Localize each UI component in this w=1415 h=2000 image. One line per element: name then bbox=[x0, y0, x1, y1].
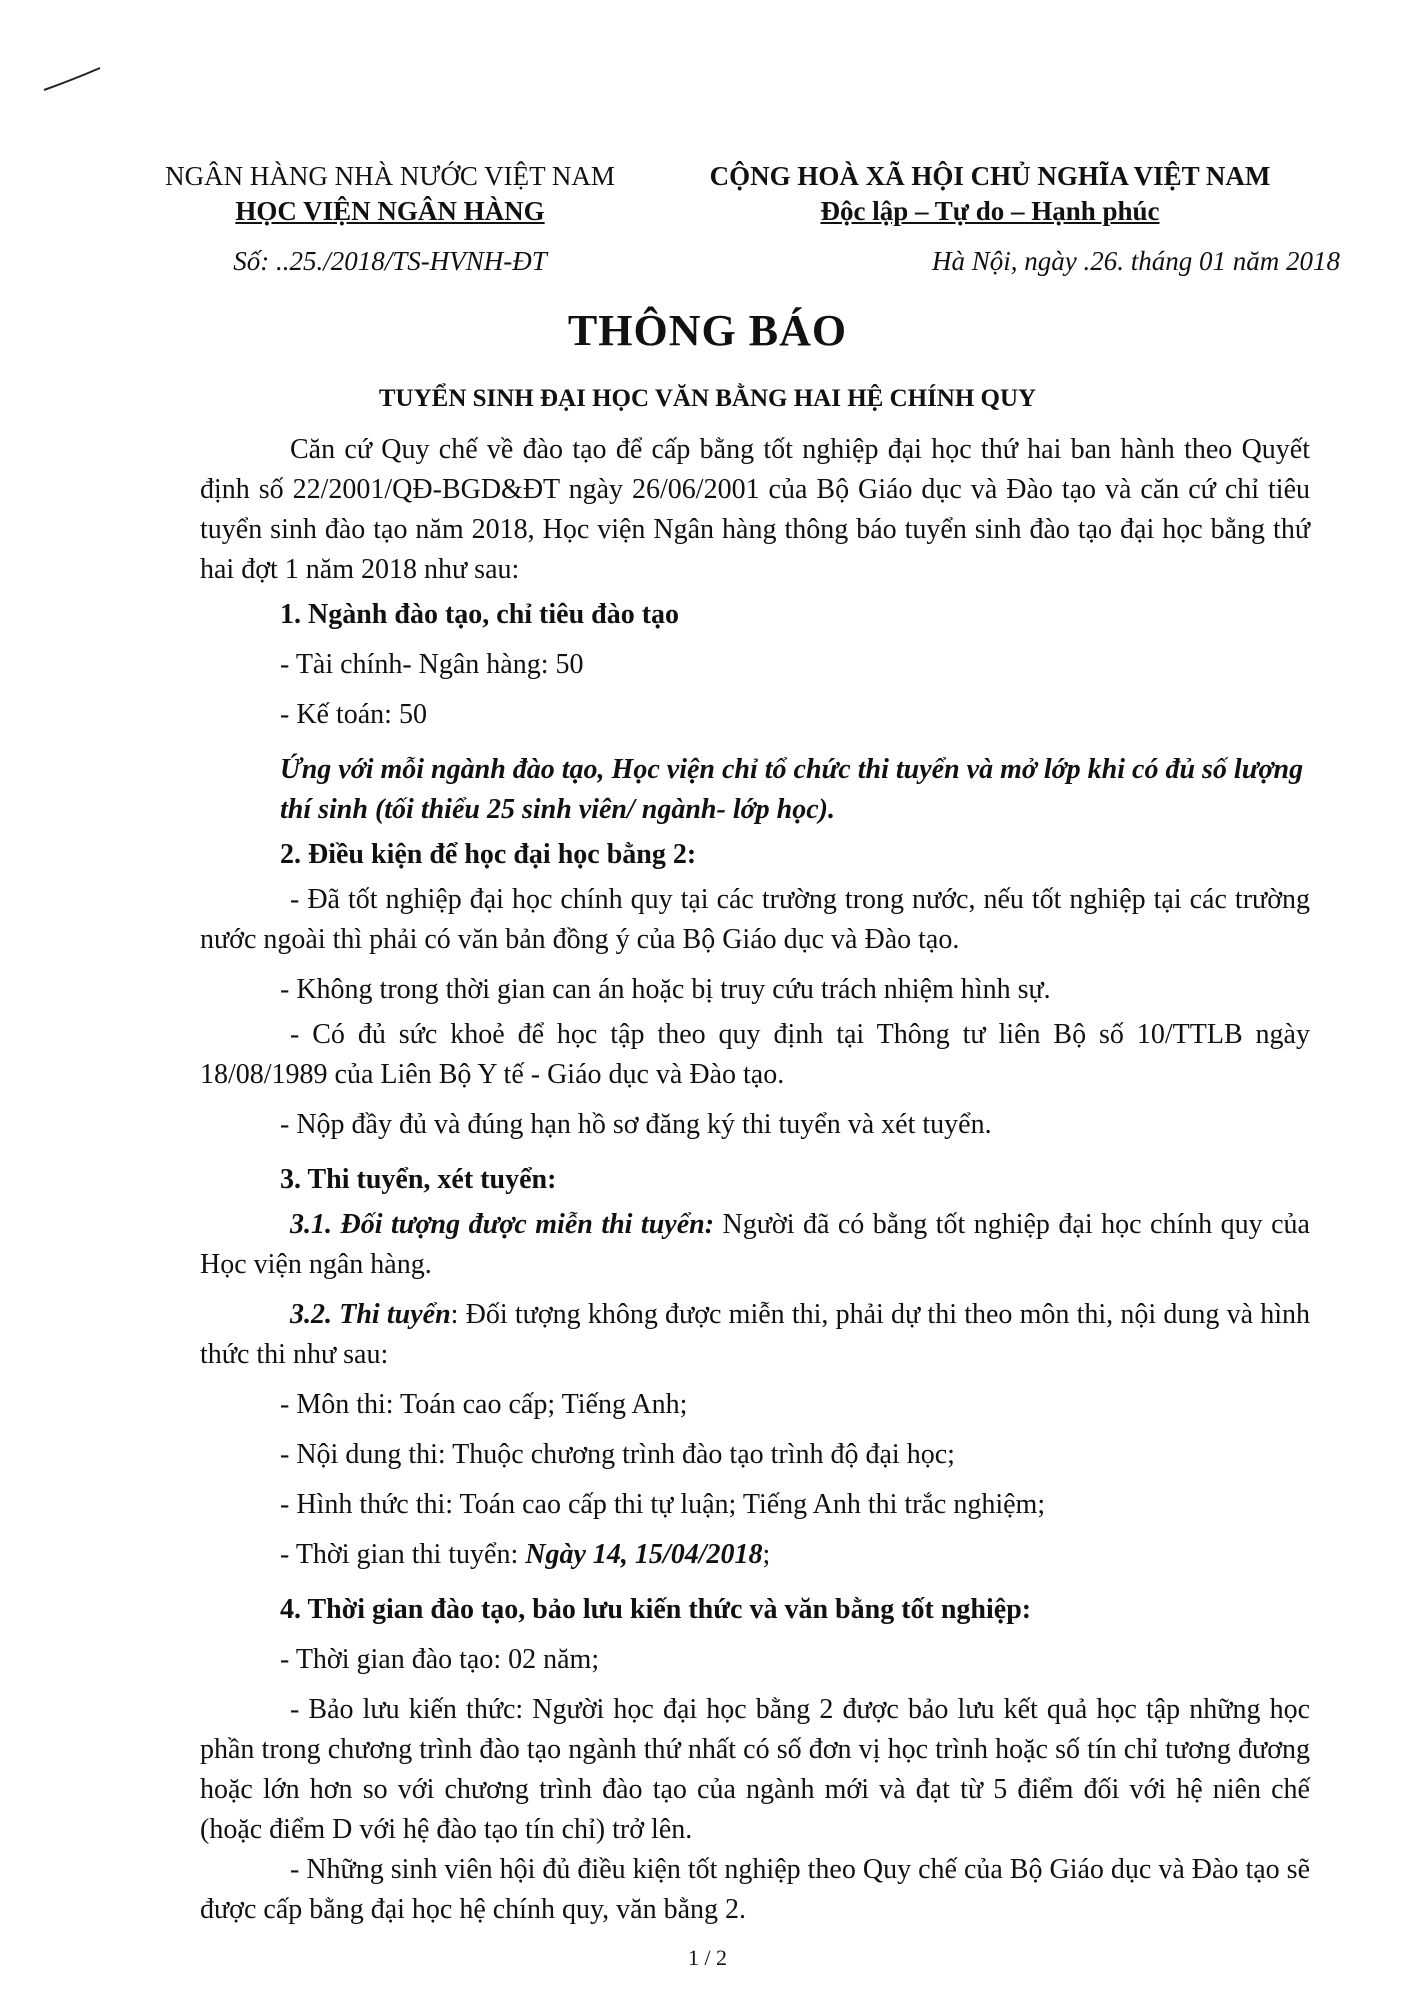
section4-item-credit-retention: - Bảo lưu kiến thức: Người học đại học bằng 2 được bảo lưu kết quả học tập những học phần trong chương trình đào tạo ngành thứ nhất có số đơn vị học trình hoặc số tín chỉ tương đương hoặc lớn hơn so với chương trình đào tạo của ngành mới và đạt từ 5 điểm đối với hệ niên chế (hoặc điểm D với hệ đào tạo tín chỉ) trở lên. bbox=[200, 1694, 1310, 1845]
section3-sub1-text: Người đã có bằng tốt nghiệp đại học chính quy của Học viện ngân hàng. bbox=[200, 1209, 1310, 1280]
section2-item2: - Không trong thời gian can án hoặc bị truy cứu trách nhiệm hình sự. bbox=[280, 974, 1051, 1005]
section3-sub1-label: 3.1. Đối tượng được miễn thi tuyển: bbox=[290, 1209, 715, 1240]
section4-item-degree: - Những sinh viên hội đủ điều kiện tốt nghiệp theo Quy chế của Bộ Giáo dục và Đào tạo sẽ được cấp bằng đại học hệ chính quy, văn bằng 2. bbox=[200, 1854, 1310, 1925]
document-title: THÔNG BÁO bbox=[567, 306, 848, 355]
header-left-org: NGÂN HÀNG NHÀ NƯỚC VIỆT NAM bbox=[165, 161, 615, 191]
section2-heading: 2. Điều kiện để học đại học bằng 2: bbox=[280, 839, 697, 870]
date-line: Hà Nội, ngày .26. tháng 01 năm 2018 bbox=[932, 246, 1340, 276]
doc-number: Số: ..25./2018/TS-HVNH-ĐT bbox=[233, 246, 547, 276]
header-right-motto-text: Độc lập – Tự do – Hạnh phúc bbox=[820, 196, 1160, 226]
section3-heading: 3. Thi tuyển, xét tuyển: bbox=[280, 1164, 557, 1195]
section1-item-finance: - Tài chính- Ngân hàng: 50 bbox=[280, 649, 584, 680]
header-left-unit bbox=[140, 195, 640, 227]
section3-item-content: - Nội dung thi: Thuộc chương trình đào tạo trình độ đại học; bbox=[280, 1439, 955, 1470]
page-number: 1 / 2 bbox=[687, 1945, 728, 1970]
section1-item-accounting: - Kế toán: 50 bbox=[280, 699, 427, 730]
section3-item-format: - Hình thức thi: Toán cao cấp thi tự luận; Tiếng Anh thi trắc nghiệm; bbox=[280, 1489, 1046, 1520]
section3-sub2-label: 3.2. Thi tuyển bbox=[290, 1299, 451, 1330]
section2-item3: - Có đủ sức khoẻ để học tập theo quy định tại Thông tư liên Bộ số 10/TTLB ngày 18/08/1989 của Liên Bộ Y tế - Giáo dục và Đào tạo. bbox=[200, 1019, 1310, 1090]
intro-paragraph: Căn cứ Quy chế về đào tạo để cấp bằng tốt nghiệp đại học thứ hai ban hành theo Quyết định số 22/2001/QĐ-BGD&ĐT ngày 26/06/2001 của Bộ Giáo dục và Đào tạo và căn cứ chỉ tiêu tuyển sinh đào tạo năm 2018, Học viện Ngân hàng thông báo tuyển sinh đào tạo đại học bằng thứ hai đợt 1 năm 2018 như sau: bbox=[200, 434, 1310, 585]
section3-item-subjects: - Môn thi: Toán cao cấp; Tiếng Anh; bbox=[280, 1389, 688, 1420]
section2-item1: - Đã tốt nghiệp đại học chính quy tại các trường trong nước, nếu tốt nghiệp tại các trường nước ngoài thì phải có văn bản đồng ý của Bộ Giáo dục và Đào tạo. bbox=[200, 884, 1310, 955]
section2-item4: - Nộp đầy đủ và đúng hạn hồ sơ đăng ký thi tuyển và xét tuyển. bbox=[280, 1109, 992, 1140]
document-subtitle: TUYỂN SINH ĐẠI HỌC VĂN BẰNG HAI HỆ CHÍNH QUY bbox=[378, 385, 1037, 412]
header-left-unit-text: HỌC VIỆN NGÂN HÀNG bbox=[235, 196, 545, 226]
section3-sub2 bbox=[200, 1295, 1310, 1375]
schedule-date: Ngày 14, 15/04/2018 bbox=[525, 1539, 763, 1570]
section4-item-duration: - Thời gian đào tạo: 02 năm; bbox=[280, 1644, 600, 1675]
schedule-label: - Thời gian thi tuyển: bbox=[280, 1539, 526, 1570]
section1-note: Ứng với mỗi ngành đào tạo, Học viện chỉ tổ chức thi tuyển và mở lớp khi có đủ số lượng thí sinh (tối thiểu 25 sinh viên/ ngành- lớp học). bbox=[280, 754, 1304, 825]
section3-sub2-text: : Đối tượng không được miễn thi, phải dự thi theo môn thi, nội dung và hình thức thi như sau: bbox=[200, 1299, 1310, 1370]
header-right-motto bbox=[680, 195, 1300, 227]
section3-sub1 bbox=[200, 1205, 1310, 1285]
section3-item-schedule bbox=[280, 1535, 770, 1575]
section4-heading: 4. Thời gian đào tạo, bảo lưu kiến thức và văn bằng tốt nghiệp: bbox=[280, 1594, 1032, 1625]
header-right-nation: CỘNG HOÀ XÃ HỘI CHỦ NGHĨA VIỆT NAM bbox=[709, 161, 1271, 191]
section1-heading: 1. Ngành đào tạo, chỉ tiêu đào tạo bbox=[280, 599, 680, 630]
pen-stroke-mark bbox=[42, 60, 102, 100]
schedule-end: ; bbox=[762, 1539, 771, 1570]
